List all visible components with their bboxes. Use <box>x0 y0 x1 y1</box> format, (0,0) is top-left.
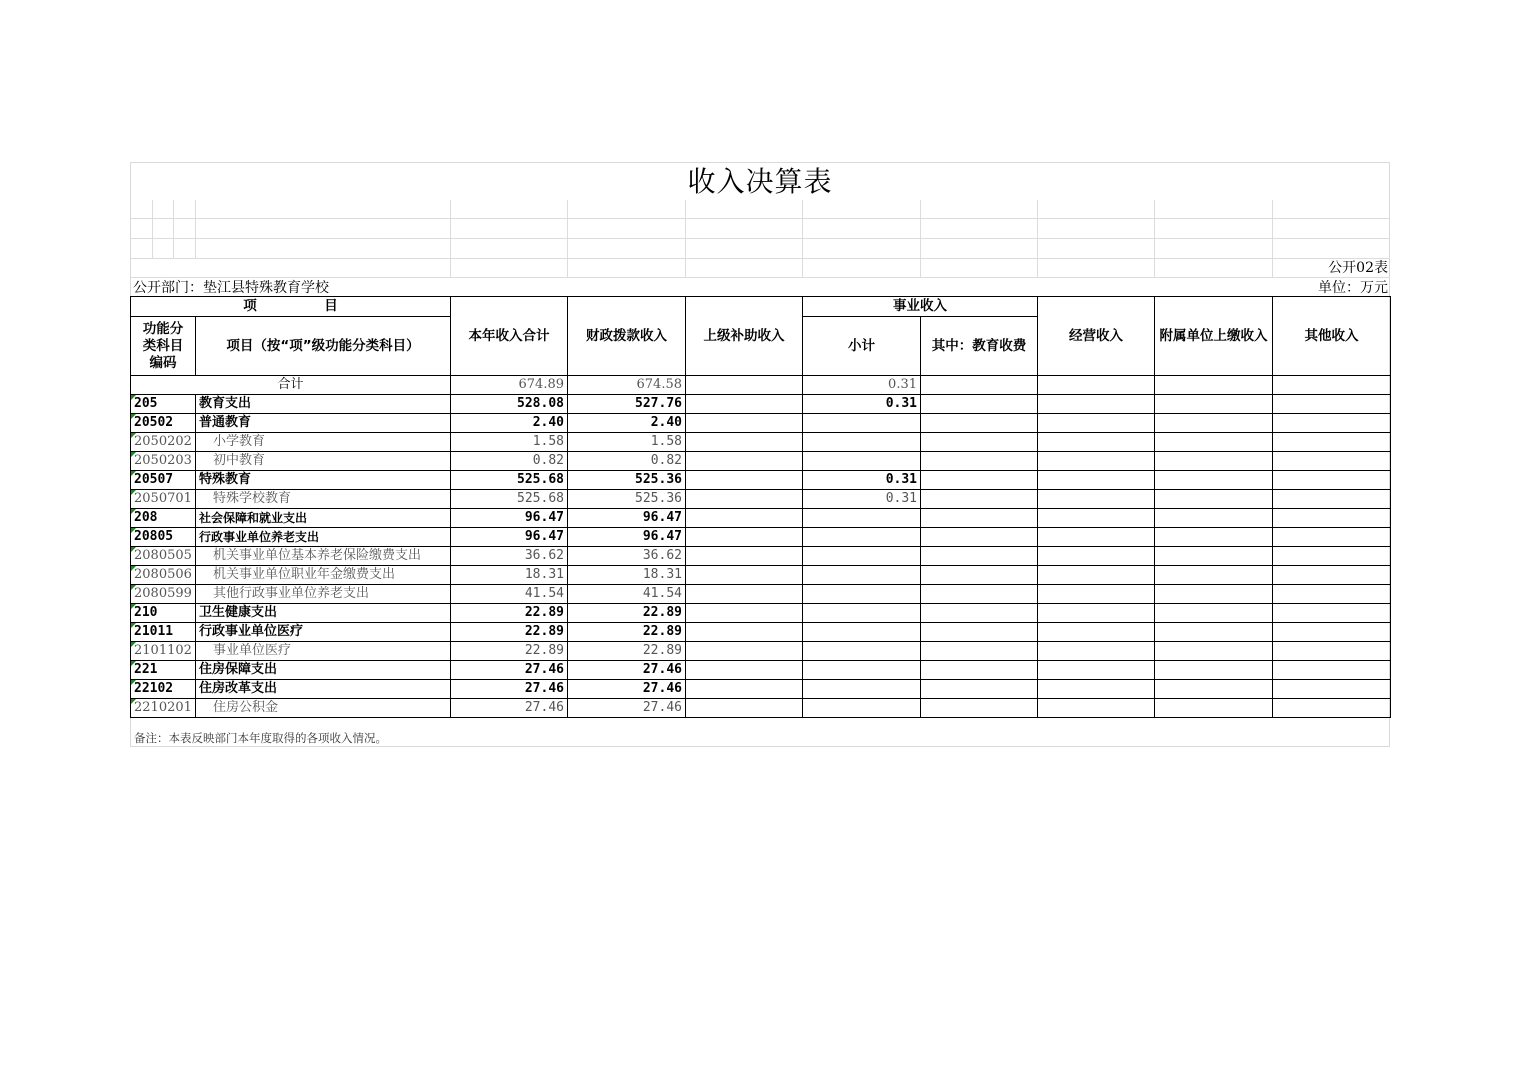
total-total: 674.89 <box>451 376 568 395</box>
row-affiliated <box>1155 566 1273 585</box>
row-other <box>1273 680 1391 699</box>
row-other <box>1273 509 1391 528</box>
total-education-fee <box>921 376 1038 395</box>
total-label: 合计 <box>131 376 451 395</box>
row-total: 96.47 <box>451 509 568 528</box>
department-label: 公开部门：垫江县特殊教育学校 <box>133 280 329 296</box>
row-total: 525.68 <box>451 490 568 509</box>
row-fiscal: 96.47 <box>568 509 686 528</box>
header-operating: 经营收入 <box>1038 297 1155 376</box>
row-other <box>1273 452 1391 471</box>
row-fiscal: 96.47 <box>568 528 686 547</box>
table-row <box>131 661 1391 680</box>
header-item-group: 项 目 <box>131 297 451 317</box>
row-total: 27.46 <box>451 661 568 680</box>
row-code: 2050202 <box>131 433 196 452</box>
row-code: 20502 <box>131 414 196 433</box>
row-operating <box>1038 623 1155 642</box>
row-name: 住房公积金 <box>196 699 451 718</box>
row-total: 2.40 <box>451 414 568 433</box>
row-other <box>1273 661 1391 680</box>
row-education-fee <box>921 604 1038 623</box>
table-row <box>131 528 1391 547</box>
row-subtotal: 0.31 <box>803 395 921 414</box>
row-fiscal: 22.89 <box>568 642 686 661</box>
row-operating <box>1038 528 1155 547</box>
row-total: 27.46 <box>451 680 568 699</box>
row-code: 2210201 <box>131 699 196 718</box>
row-operating <box>1038 566 1155 585</box>
row-other <box>1273 471 1391 490</box>
row-other <box>1273 547 1391 566</box>
row-affiliated <box>1155 395 1273 414</box>
row-name: 社会保障和就业支出 <box>196 509 451 528</box>
row-code: 221 <box>131 661 196 680</box>
row-subtotal <box>803 528 921 547</box>
row-total: 96.47 <box>451 528 568 547</box>
row-subtotal <box>803 623 921 642</box>
row-education-fee <box>921 395 1038 414</box>
row-subtotal <box>803 433 921 452</box>
row-education-fee <box>921 585 1038 604</box>
row-fiscal: 525.36 <box>568 490 686 509</box>
header-total: 本年收入合计 <box>451 297 568 376</box>
row-fiscal: 22.89 <box>568 604 686 623</box>
row-code: 21011 <box>131 623 196 642</box>
row-name: 小学教育 <box>196 433 451 452</box>
header-affiliated: 附属单位上缴收入 <box>1155 297 1273 376</box>
row-other <box>1273 528 1391 547</box>
row-education-fee <box>921 699 1038 718</box>
table-row <box>131 699 1391 718</box>
row-fiscal: 27.46 <box>568 680 686 699</box>
row-operating <box>1038 604 1155 623</box>
table-row <box>131 490 1391 509</box>
row-total: 41.54 <box>451 585 568 604</box>
footnote: 备注：本表反映部门本年度取得的各项收入情况。 <box>134 731 387 745</box>
header-name: 项目（按“项”级功能分类科目） <box>196 317 451 376</box>
row-fiscal: 1.58 <box>568 433 686 452</box>
row-affiliated <box>1155 699 1273 718</box>
row-subtotal <box>803 661 921 680</box>
row-other <box>1273 604 1391 623</box>
row-fiscal: 41.54 <box>568 585 686 604</box>
row-superior <box>686 490 803 509</box>
row-name: 机关事业单位职业年金缴费支出 <box>196 566 451 585</box>
row-subtotal <box>803 547 921 566</box>
row-total: 525.68 <box>451 471 568 490</box>
header-superior: 上级补助收入 <box>686 297 803 376</box>
row-education-fee <box>921 642 1038 661</box>
row-superior <box>686 699 803 718</box>
row-other <box>1273 566 1391 585</box>
row-code: 2080599 <box>131 585 196 604</box>
table-row <box>131 452 1391 471</box>
row-code: 2080506 <box>131 566 196 585</box>
row-other <box>1273 433 1391 452</box>
row-name: 住房改革支出 <box>196 680 451 699</box>
row-name: 普通教育 <box>196 414 451 433</box>
row-fiscal: 22.89 <box>568 623 686 642</box>
row-total: 22.89 <box>451 623 568 642</box>
row-superior <box>686 585 803 604</box>
row-operating <box>1038 547 1155 566</box>
row-total: 528.08 <box>451 395 568 414</box>
row-operating <box>1038 699 1155 718</box>
row-other <box>1273 642 1391 661</box>
row-operating <box>1038 642 1155 661</box>
row-superior <box>686 528 803 547</box>
page-title: 收入决算表 <box>687 165 833 198</box>
row-name: 机关事业单位基本养老保险缴费支出 <box>196 547 451 566</box>
row-name: 特殊学校教育 <box>196 490 451 509</box>
row-fiscal: 527.76 <box>568 395 686 414</box>
header-education-fee: 其中：教育收费 <box>921 317 1038 376</box>
header-fiscal: 财政拨款收入 <box>568 297 686 376</box>
row-fiscal: 0.82 <box>568 452 686 471</box>
row-education-fee <box>921 433 1038 452</box>
table-row <box>131 471 1391 490</box>
row-subtotal <box>803 642 921 661</box>
row-education-fee <box>921 547 1038 566</box>
row-operating <box>1038 490 1155 509</box>
table-row <box>131 433 1391 452</box>
row-subtotal: 0.31 <box>803 490 921 509</box>
row-affiliated <box>1155 433 1273 452</box>
row-code: 208 <box>131 509 196 528</box>
row-affiliated <box>1155 623 1273 642</box>
empty-grid-rows <box>130 200 1390 278</box>
row-code: 205 <box>131 395 196 414</box>
row-code: 22102 <box>131 680 196 699</box>
row-name: 行政事业单位医疗 <box>196 623 451 642</box>
row-affiliated <box>1155 642 1273 661</box>
row-affiliated <box>1155 604 1273 623</box>
header-other: 其他收入 <box>1273 297 1391 376</box>
income-table <box>130 296 1391 718</box>
row-code: 20805 <box>131 528 196 547</box>
row-total: 22.89 <box>451 604 568 623</box>
row-education-fee <box>921 471 1038 490</box>
row-subtotal <box>803 509 921 528</box>
row-affiliated <box>1155 490 1273 509</box>
table-row <box>131 585 1391 604</box>
row-name: 卫生健康支出 <box>196 604 451 623</box>
table-row <box>131 642 1391 661</box>
row-education-fee <box>921 490 1038 509</box>
row-name: 初中教育 <box>196 452 451 471</box>
row-subtotal <box>803 414 921 433</box>
table-row <box>131 414 1391 433</box>
row-subtotal <box>803 699 921 718</box>
total-affiliated <box>1155 376 1273 395</box>
row-subtotal <box>803 452 921 471</box>
row-subtotal <box>803 680 921 699</box>
row-affiliated <box>1155 547 1273 566</box>
header-business-group: 事业收入 <box>803 297 1038 317</box>
row-operating <box>1038 452 1155 471</box>
row-superior <box>686 452 803 471</box>
row-name: 事业单位医疗 <box>196 642 451 661</box>
row-code: 2101102 <box>131 642 196 661</box>
row-other <box>1273 585 1391 604</box>
row-affiliated <box>1155 528 1273 547</box>
row-operating <box>1038 433 1155 452</box>
row-fiscal: 18.31 <box>568 566 686 585</box>
row-fiscal: 525.36 <box>568 471 686 490</box>
row-affiliated <box>1155 680 1273 699</box>
row-affiliated <box>1155 509 1273 528</box>
row-superior <box>686 547 803 566</box>
row-fiscal: 36.62 <box>568 547 686 566</box>
row-superior <box>686 566 803 585</box>
total-superior <box>686 376 803 395</box>
row-affiliated <box>1155 471 1273 490</box>
table-row <box>131 680 1391 699</box>
row-other <box>1273 414 1391 433</box>
row-code: 2080505 <box>131 547 196 566</box>
total-subtotal: 0.31 <box>803 376 921 395</box>
table-row <box>131 547 1391 566</box>
row-other <box>1273 490 1391 509</box>
row-education-fee <box>921 566 1038 585</box>
row-fiscal: 2.40 <box>568 414 686 433</box>
row-subtotal <box>803 585 921 604</box>
row-total: 0.82 <box>451 452 568 471</box>
unit-label: 单位：万元 <box>1318 280 1388 296</box>
row-superior <box>686 395 803 414</box>
total-fiscal: 674.58 <box>568 376 686 395</box>
row-superior <box>686 604 803 623</box>
row-total: 27.46 <box>451 699 568 718</box>
row-affiliated <box>1155 585 1273 604</box>
row-code: 20507 <box>131 471 196 490</box>
row-code: 2050701 <box>131 490 196 509</box>
row-operating <box>1038 661 1155 680</box>
row-fiscal: 27.46 <box>568 699 686 718</box>
row-name: 住房保障支出 <box>196 661 451 680</box>
row-total: 18.31 <box>451 566 568 585</box>
row-superior <box>686 509 803 528</box>
row-education-fee <box>921 509 1038 528</box>
total-other <box>1273 376 1391 395</box>
row-operating <box>1038 395 1155 414</box>
row-superior <box>686 661 803 680</box>
row-education-fee <box>921 452 1038 471</box>
row-superior <box>686 642 803 661</box>
row-fiscal: 27.46 <box>568 661 686 680</box>
row-operating <box>1038 414 1155 433</box>
table-row <box>131 604 1391 623</box>
table-row <box>131 623 1391 642</box>
row-operating <box>1038 585 1155 604</box>
table-row <box>131 395 1391 414</box>
row-name: 特殊教育 <box>196 471 451 490</box>
table-row <box>131 509 1391 528</box>
row-other <box>1273 699 1391 718</box>
header-code: 功能分类科目编码 <box>131 317 196 376</box>
row-superior <box>686 433 803 452</box>
row-code: 2050203 <box>131 452 196 471</box>
row-education-fee <box>921 661 1038 680</box>
row-superior <box>686 471 803 490</box>
row-operating <box>1038 471 1155 490</box>
row-total: 36.62 <box>451 547 568 566</box>
row-superior <box>686 680 803 699</box>
form-number: 公开02表 <box>1328 260 1388 276</box>
row-education-fee <box>921 414 1038 433</box>
row-code: 210 <box>131 604 196 623</box>
row-superior <box>686 623 803 642</box>
row-superior <box>686 414 803 433</box>
row-name: 其他行政事业单位养老支出 <box>196 585 451 604</box>
header-subtotal: 小计 <box>803 317 921 376</box>
row-subtotal <box>803 566 921 585</box>
row-operating <box>1038 680 1155 699</box>
row-name: 教育支出 <box>196 395 451 414</box>
row-total: 1.58 <box>451 433 568 452</box>
row-name: 行政事业单位养老支出 <box>196 528 451 547</box>
row-subtotal <box>803 604 921 623</box>
row-affiliated <box>1155 452 1273 471</box>
row-total: 22.89 <box>451 642 568 661</box>
row-education-fee <box>921 623 1038 642</box>
row-other <box>1273 395 1391 414</box>
total-operating <box>1038 376 1155 395</box>
row-education-fee <box>921 680 1038 699</box>
row-affiliated <box>1155 661 1273 680</box>
row-other <box>1273 623 1391 642</box>
table-row <box>131 566 1391 585</box>
row-education-fee <box>921 528 1038 547</box>
row-affiliated <box>1155 414 1273 433</box>
row-operating <box>1038 509 1155 528</box>
row-subtotal: 0.31 <box>803 471 921 490</box>
